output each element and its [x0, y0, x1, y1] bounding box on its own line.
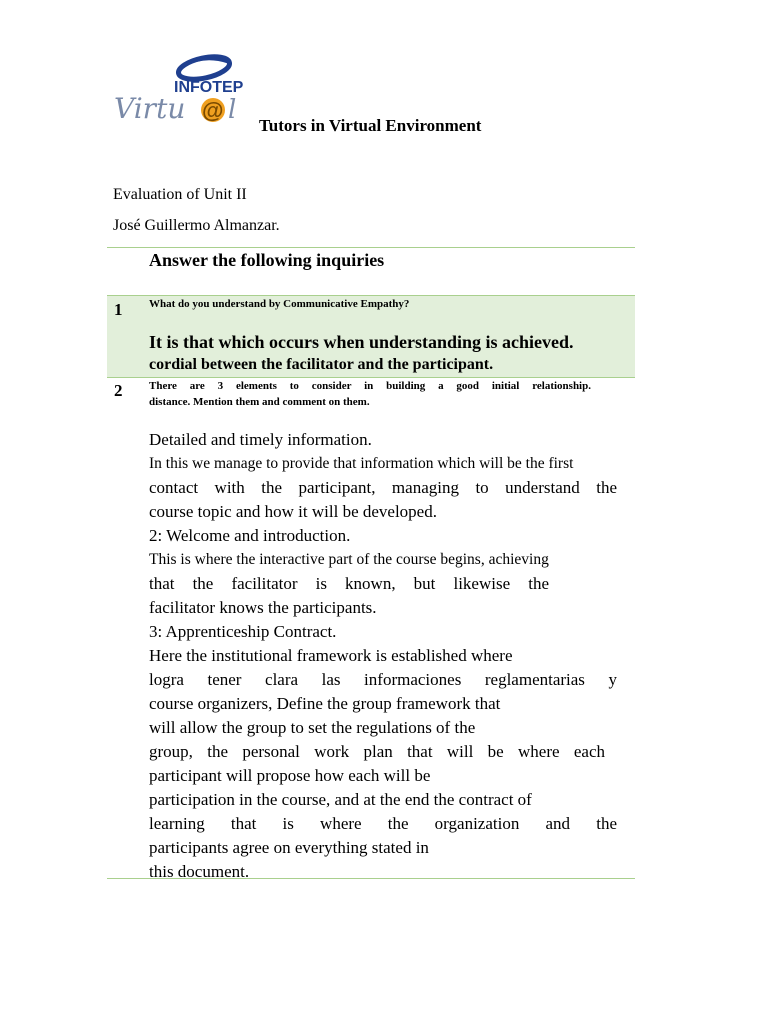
- answer-line: course organizers, Define the group framework that: [149, 694, 501, 713]
- answer-line: logra tener clara las informaciones reglamentarias y: [149, 670, 617, 689]
- answer-line: learning that is where the organization and the: [149, 814, 617, 833]
- answer-line: this document.: [149, 862, 250, 881]
- answer-line: group, the personal work plan that will be where each: [149, 742, 605, 761]
- answer-line: 3: Apprenticeship Contract.: [149, 622, 337, 641]
- answer-line: will allow the group to set the regulations of the: [149, 718, 476, 737]
- answer-line: facilitator knows the participants.: [149, 598, 377, 617]
- infotep-virtual-logo: [112, 52, 252, 130]
- answer-line: participation in the course, and at the end the contract of: [149, 790, 532, 809]
- answer-line: contact with the participant, managing to understand the: [149, 478, 617, 497]
- document-title: Tutors in Virtual Environment: [259, 116, 482, 135]
- logo-tail-text: l: [228, 95, 237, 125]
- question-1-prompt: What do you understand by Communicative Empathy?: [149, 298, 410, 310]
- answer-line: This is where the interactive part of the course begins, achieving: [149, 551, 549, 568]
- question-2-number: 2: [114, 381, 123, 400]
- logo-script-text: Virtu: [114, 92, 186, 125]
- answer-line: Here the institutional framework is established where: [149, 646, 513, 665]
- answer-line: that the facilitator is known, but likewise the: [149, 574, 549, 593]
- table-bottom-rule: [107, 878, 635, 879]
- question-1-answer-line: cordial between the facilitator and the participant.: [149, 356, 494, 373]
- question-1-number: 1: [114, 300, 123, 319]
- question-1-answer: [149, 330, 574, 376]
- answer-line: participant will propose how each will be: [149, 766, 431, 785]
- document-author: José Guillermo Almanzar.: [113, 217, 280, 234]
- table-top-rule: [107, 247, 635, 248]
- question-2-prompt-line: distance. Mention them and comment on them.: [149, 396, 370, 408]
- document-subtitle: Evaluation of Unit II: [113, 186, 247, 203]
- section-heading: Answer the following inquiries: [149, 250, 385, 270]
- answer-line: course topic and how it will be developed.: [149, 502, 437, 521]
- question-2-prompt-line: There are 3 elements to consider in building a good initial relationship.: [149, 380, 591, 392]
- answer-line: Detailed and timely information.: [149, 430, 372, 449]
- answer-line: participants agree on everything stated in: [149, 838, 429, 857]
- question-2-answer: [149, 428, 621, 884]
- logo-brand-text: INFOTEP: [174, 79, 244, 96]
- answer-line: 2: Welcome and introduction.: [149, 526, 351, 545]
- logo-at-symbol: @: [202, 98, 224, 123]
- question-2-prompt: [149, 378, 591, 410]
- answer-line: In this we manage to provide that information which will be the first: [149, 455, 574, 472]
- question-1-answer-line: It is that which occurs when understanding is achieved.: [149, 332, 574, 352]
